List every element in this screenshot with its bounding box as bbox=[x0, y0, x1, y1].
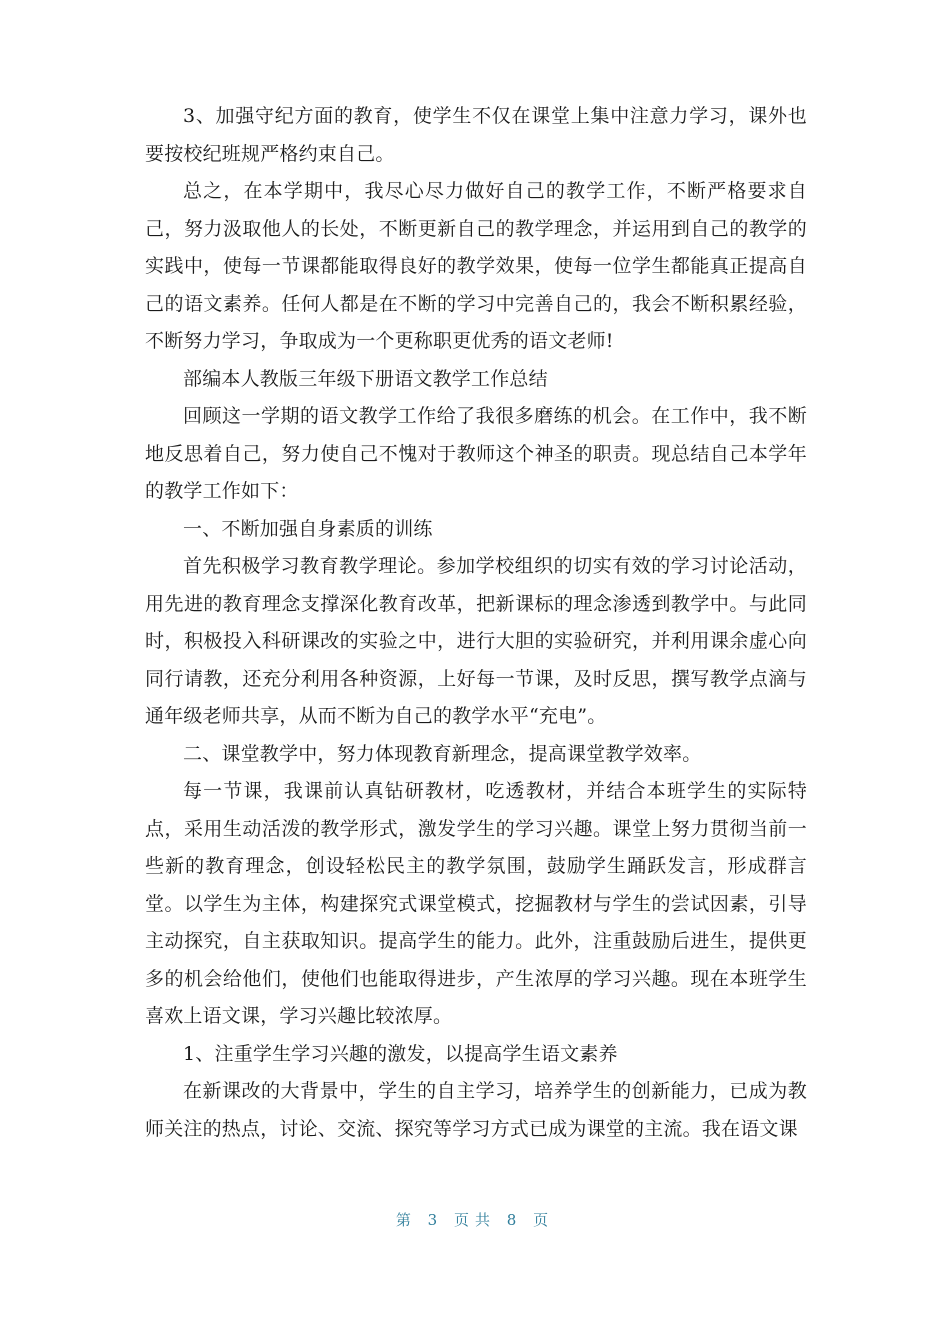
subsection-heading-interest: 1、注重学生学习兴趣的激发，以提高学生语文素养 bbox=[183, 1042, 618, 1065]
paragraph-review: 回顾这一学期的语文教学工作给了我很多磨练的机会。在工作中，我不断地反思着自己，努力使自己不愧对于教师这个神圣的职责。现总结自己本学年的教学工作如下： bbox=[145, 405, 807, 502]
paragraph-curriculum-reform: 在新课改的大背景中，学生的自主学习，培养学生的创新能力，已成为教师关注的热点，讨论、交流、探究等学习方式已成为课堂的主流。我在语文课 bbox=[145, 1080, 807, 1140]
paragraph-lesson-preparation: 每一节课，我课前认真钻研教材，吃透教材，并结合本班学生的实际特点，采用生动活泼的教学形式，激发学生的学习兴趣。课堂上努力贯彻当前一些新的教育理念，创设轻松民主的教学氛围，鼓励学生踊跃发言，形成群言堂。以学生为主体，构建探究式课堂模式，挖掘教材与学生的尝试因素，引导主动探究，自主获取知识。提高学生的能力。此外，注重鼓励后进生，提供更多的机会给他们，使他们也能取得进步，产生浓厚的学习兴趣。现在本班学生喜欢上语文课，学习兴趣比较浓厚。 bbox=[145, 780, 807, 1027]
section-heading-classroom-teaching: 二、课堂教学中，努力体现教育新理念，提高课堂教学效率。 bbox=[183, 742, 702, 765]
paragraph-theory-study: 首先积极学习教育教学理论。参加学校组织的切实有效的学习讨论活动，用先进的教育理念支撑深化教育改革，把新课标的理念渗透到教学中。与此同时，积极投入科研课改的实验之中，进行大胆的实验研究，并利用课余虚心向同行请教，还充分利用各种资源，上好每一节课，及时反思，撰写教学点滴与通年级老师共享，从而不断为自己的教学水平“充电”。 bbox=[145, 555, 807, 727]
paragraph-discipline-education: 3、加强守纪方面的教育，使学生不仅在课堂上集中注意力学习，课外也要按校纪班规严格约束自己。 bbox=[145, 105, 807, 165]
document-title: 部编本人教版三年级下册语文教学工作总结 bbox=[183, 367, 548, 390]
page-number-footer: 第 3 页共 8 页 bbox=[395, 1211, 555, 1229]
document-body bbox=[145, 98, 807, 1148]
paragraph-summary: 总之，在本学期中，我尽心尽力做好自己的教学工作，不断严格要求自己，努力汲取他人的长处，不断更新自己的教学理念，并运用到自己的教学的实践中，使每一节课都能取得良好的教学效果，使每一位学生都能真正提高自己的语文素养。任何人都是在不断的学习中完善自己的，我会不断积累经验，不断努力学习，争取成为一个更称职更优秀的语文老师! bbox=[145, 180, 807, 352]
section-heading-self-training: 一、不断加强自身素质的训练 bbox=[183, 517, 433, 540]
